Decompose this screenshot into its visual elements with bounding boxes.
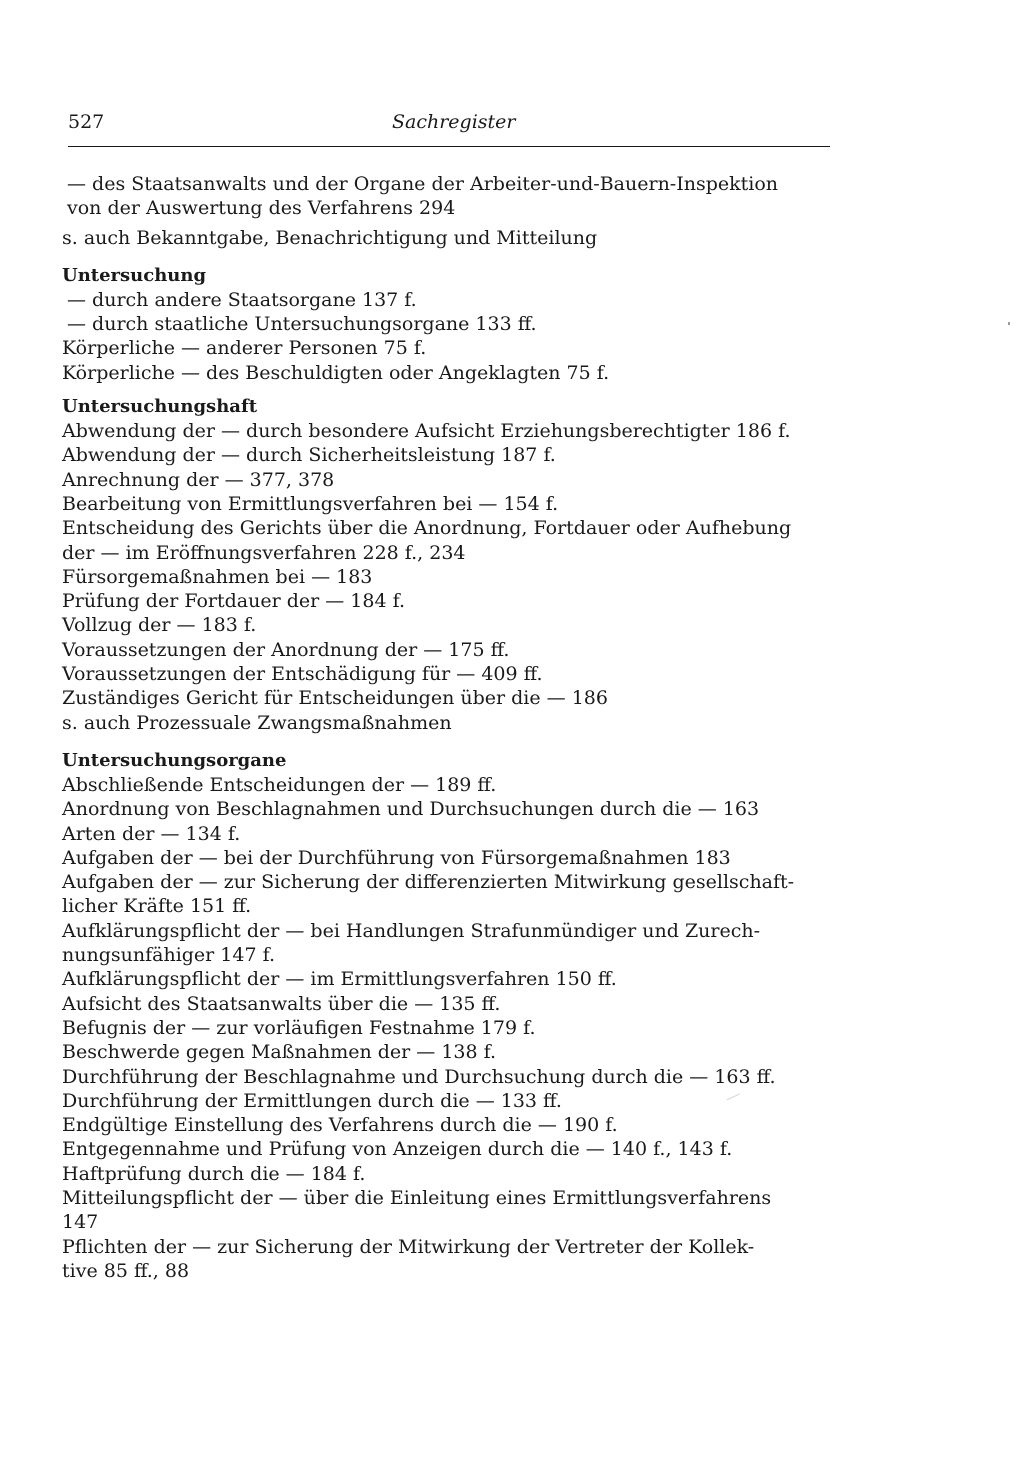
entry-line: Pflichten der — zur Sicherung der Mitwirkung der Vertreter der Kollek-	[62, 1235, 755, 1258]
entry-line: Endgültige Einstellung des Verfahrens durch die — 190 f.	[62, 1114, 618, 1137]
entry-line: licher Kräfte 151 ff.	[62, 895, 252, 918]
index-entry	[62, 419, 832, 443]
index-entry	[62, 1016, 832, 1040]
index-entry	[62, 468, 832, 492]
entry-line: Körperliche — anderer Personen 75 f.	[62, 337, 427, 360]
section-untersuchungshaft	[62, 395, 832, 735]
entry-line: von der Auswertung des Verfahrens 294	[67, 197, 456, 220]
index-entry	[62, 797, 832, 821]
index-entry	[62, 967, 832, 991]
index-entry	[62, 1089, 832, 1113]
index-entry	[62, 516, 832, 565]
index-entry	[62, 846, 832, 870]
entry-line: Körperliche — des Beschuldigten oder Angeklagten 75 f.	[62, 361, 610, 384]
intro-section	[62, 172, 832, 250]
index-entry	[62, 336, 832, 360]
index-entry	[62, 1113, 832, 1137]
entry-line: Mitteilungspflicht der — über die Einleitung eines Ermittlungsverfahrens	[62, 1186, 772, 1209]
entry-line: Fürsorgemaßnahmen bei — 183	[62, 565, 373, 588]
entry-line: Voraussetzungen der Entschädigung für — 409 ff.	[62, 663, 543, 686]
index-entry	[62, 443, 832, 467]
entry-line: — des Staatsanwalts und der Organe der Arbeiter-und-Bauern-Inspektion	[67, 173, 779, 195]
entry-line: Abwendung der — durch Sicherheitsleistung 187 f.	[62, 444, 556, 467]
running-title: Sachregister	[392, 111, 516, 133]
section-untersuchung	[62, 264, 832, 385]
index-entry	[62, 870, 832, 919]
index-entry	[62, 662, 832, 686]
index-entry	[62, 638, 832, 662]
index-entry	[62, 919, 832, 968]
entry-line: Zuständiges Gericht für Entscheidungen über die — 186	[62, 687, 608, 710]
index-entry	[62, 1137, 832, 1161]
entry-line: nungsunfähiger 147 f.	[62, 944, 275, 967]
index-content	[62, 172, 832, 1283]
index-entry	[62, 773, 832, 797]
index-entry	[62, 1162, 832, 1186]
header-rule	[68, 146, 830, 147]
entry-line: der — im Eröffnungsverfahren 228 f., 234	[62, 541, 466, 564]
entry-line: Arten der — 134 f.	[62, 822, 241, 845]
entry-line: Entgegennahme und Prüfung von Anzeigen durch die — 140 f., 143 f.	[62, 1138, 733, 1161]
entry-line: Beschwerde gegen Maßnahmen der — 138 f.	[62, 1041, 497, 1064]
entry-line: Durchführung der Ermittlungen durch die — 133 ff.	[62, 1089, 562, 1112]
page-header	[68, 108, 830, 138]
section-untersuchungsorgane	[62, 749, 832, 1283]
entry-line: Anordnung von Beschlagnahmen und Durchsuchungen durch die — 163	[62, 798, 760, 821]
index-entry	[62, 1065, 832, 1089]
index-entry	[62, 1235, 832, 1284]
index-entry	[62, 686, 832, 710]
entry-line: Prüfung der Fortdauer der — 184 f.	[62, 590, 406, 613]
index-entry	[62, 822, 832, 846]
entry-line: Voraussetzungen der Anordnung der — 175 ff.	[62, 638, 510, 661]
entry-line: 147	[62, 1211, 99, 1234]
index-entry	[62, 613, 832, 637]
section-heading: Untersuchungshaft	[62, 396, 258, 418]
entry-line: tive 85 ff., 88	[62, 1259, 190, 1282]
entry-line: Aufklärungspflicht der — bei Handlungen Strafunmündiger und Zurech-	[62, 919, 761, 942]
index-entry	[62, 172, 832, 221]
index-entry	[62, 361, 832, 385]
section-heading: Untersuchung	[62, 264, 207, 286]
entry-line: Bearbeitung von Ermittlungsverfahren bei — 154 f.	[62, 492, 559, 515]
entry-line: — durch andere Staatsorgane 137 f.	[67, 288, 417, 311]
index-entry	[62, 565, 832, 589]
page-number: 527	[68, 111, 105, 133]
index-entry	[62, 288, 832, 312]
entry-line: Haftprüfung durch die — 184 f.	[62, 1162, 366, 1185]
entry-line: s. auch Prozessuale Zwangsmaßnahmen	[62, 711, 452, 734]
entry-line: — durch staatliche Untersuchungsorgane 133 ff.	[67, 313, 537, 336]
index-entry	[62, 312, 832, 336]
entry-line: Anrechnung der — 377, 378	[62, 468, 335, 491]
entry-line: s. auch Bekanntgabe, Benachrichtigung und Mitteilung	[62, 226, 598, 249]
edge-mark	[1008, 322, 1010, 325]
entry-line: Abschließende Entscheidungen der — 189 ff.	[62, 773, 497, 796]
index-entry	[62, 226, 832, 250]
index-entry	[62, 1186, 832, 1235]
entry-line: Befugnis der — zur vorläufigen Festnahme 179 f.	[62, 1016, 536, 1039]
entry-line: Aufgaben der — bei der Durchführung von Fürsorgemaßnahmen 183	[62, 846, 731, 869]
entry-line: Vollzug der — 183 f.	[62, 614, 257, 637]
entry-line: Abwendung der — durch besondere Aufsicht Erziehungsberechtigter 186 f.	[62, 420, 791, 443]
entry-line: Entscheidung des Gerichts über die Anordnung, Fortdauer oder Aufhebung	[62, 517, 792, 540]
index-entry	[62, 589, 832, 613]
entry-line: Aufsicht des Staatsanwalts über die — 135 ff.	[62, 992, 501, 1015]
index-entry	[62, 711, 832, 735]
section-heading: Untersuchungsorgane	[62, 749, 287, 771]
entry-line: Aufklärungspflicht der — im Ermittlungsverfahren 150 ff.	[62, 968, 617, 991]
index-entry	[62, 1040, 832, 1064]
entry-line: Aufgaben der — zur Sicherung der differenzierten Mitwirkung gesellschaft-	[62, 871, 795, 894]
index-entry	[62, 992, 832, 1016]
index-entry	[62, 492, 832, 516]
entry-line: Durchführung der Beschlagnahme und Durchsuchung durch die — 163 ff.	[62, 1065, 776, 1088]
